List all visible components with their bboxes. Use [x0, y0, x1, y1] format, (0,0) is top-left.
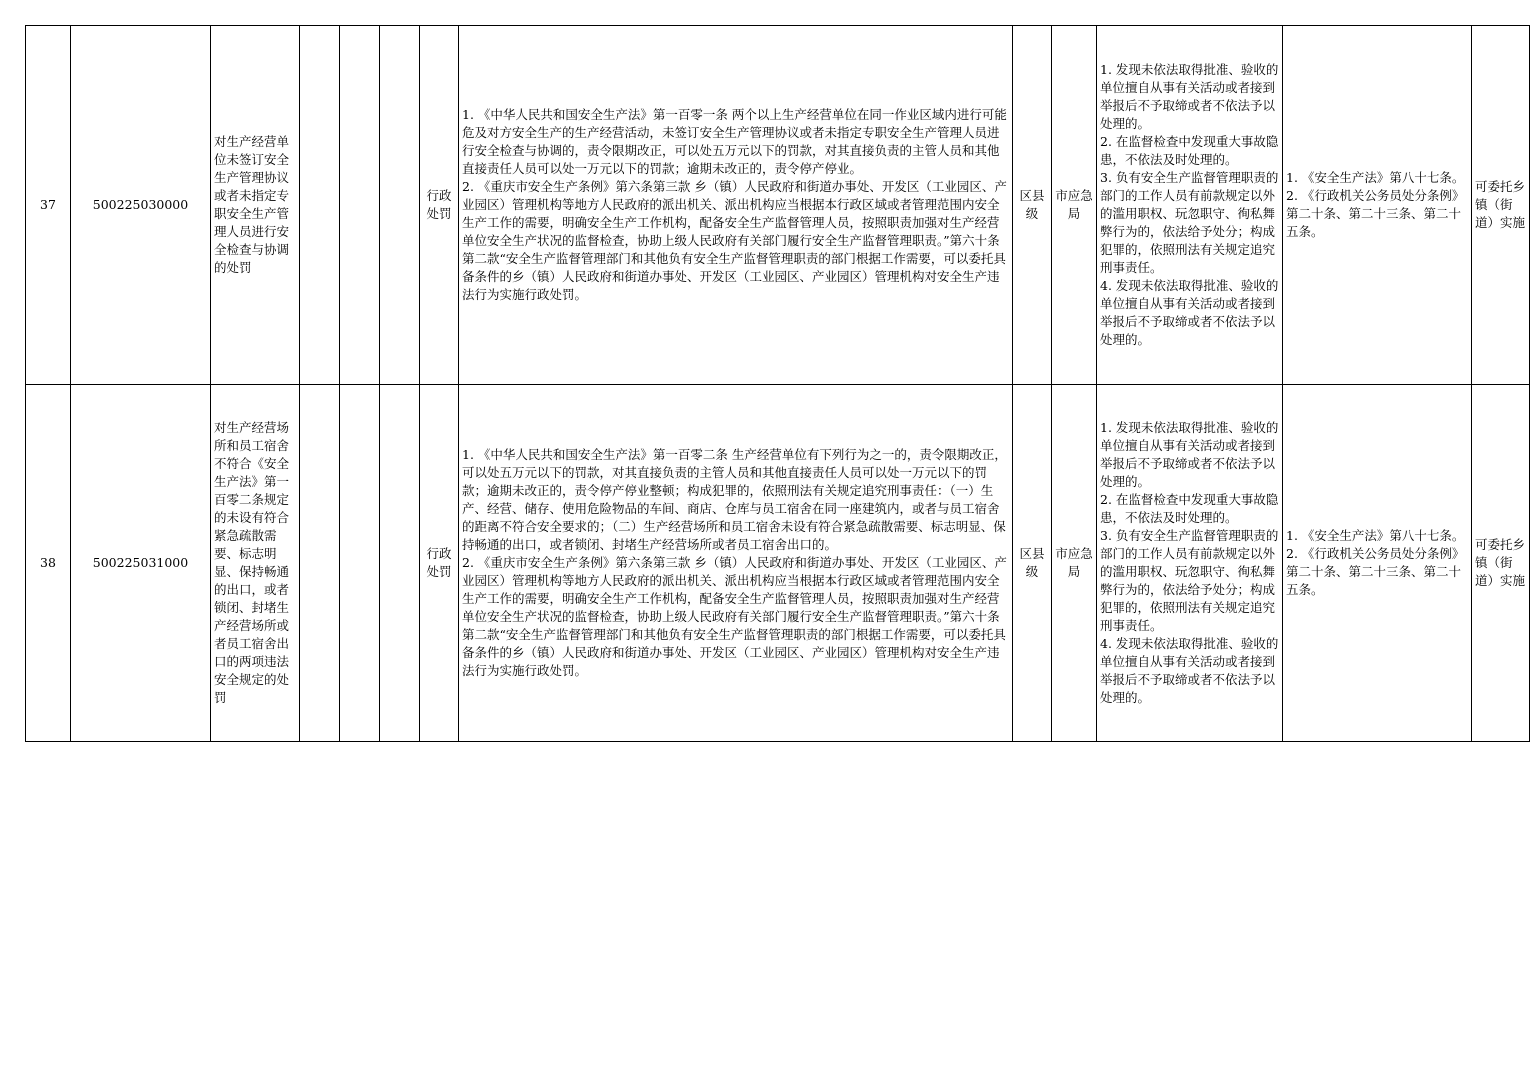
accountability-basis-item: 2. 《行政机关公务员处分条例》第二十条、第二十三条、第二十五条。 — [1286, 546, 1465, 597]
item-name: 对生产经营单位未签订安全生产管理协议或者未指定专职安全生产管理人员进行安全检查与协调的处罚 — [211, 26, 300, 385]
accountability-item: 2. 在监督检查中发现重大事故隐患，不依法及时处理的。 — [1100, 134, 1279, 167]
accountability-item: 1. 发现未依法取得批准、验收的单位擅自从事有关活动或者接到举报后不予取缔或者不依法予以处理的。 — [1100, 420, 1279, 489]
empty-cell — [340, 385, 380, 742]
accountability-item: 3. 负有安全生产监督管理职责的部门的工作人员有前款规定以外的滥用职权、玩忽职守、徇私舞弊行为的，依法给予处分；构成犯罪的，依照刑法有关规定追究刑事责任。 — [1100, 170, 1279, 275]
remarks: 可委托乡镇（街道）实施 — [1472, 385, 1530, 742]
exercise-level: 区县级 — [1013, 26, 1052, 385]
empty-cell — [380, 26, 420, 385]
accountability-cases — [1097, 385, 1283, 742]
item-type: 行政处罚 — [420, 26, 459, 385]
row-index: 38 — [26, 385, 71, 742]
item-code: 500225031000 — [71, 385, 211, 742]
power-list-table — [25, 25, 1530, 742]
empty-cell — [300, 26, 340, 385]
item-type: 行政处罚 — [420, 385, 459, 742]
legal-basis — [459, 385, 1013, 742]
empty-cell — [380, 385, 420, 742]
empty-cell — [300, 385, 340, 742]
table-row — [26, 26, 1530, 385]
legal-basis-paragraph: 2. 《重庆市安全生产条例》第六条第三款 乡（镇）人民政府和街道办事处、开发区（工业园区、产业园区）管理机构等地方人民政府的派出机关、派出机构应当根据本行政区域或者管理范围内安全生产工作的需要，明确安全生产工作机构，配备安全生产监督管理人员，按照职责加强对生产经营单位安全生产状况的监督检查，协助上级人民政府有关部门履行安全生产监督管理职责。”第六十条第二款“安全生产监督管理部门和其他负有安全生产监督管理职责的部门根据工作需要，可以委托具备条件的乡（镇）人民政府和街道办事处、开发区（工业园区、产业园区）管理机构对安全生产违法行为实施行政处罚。 — [462, 179, 1007, 302]
legal-basis-paragraph: 2. 《重庆市安全生产条例》第六条第三款 乡（镇）人民政府和街道办事处、开发区（工业园区、产业园区）管理机构等地方人民政府的派出机关、派出机构应当根据本行政区域或者管理范围内安全生产工作的需要，明确安全生产工作机构，配备安全生产监督管理人员，按照职责加强对生产经营单位安全生产状况的监督检查，协助上级人民政府有关部门履行安全生产监督管理职责。”第六十条第二款“安全生产监督管理部门和其他负有安全生产监督管理职责的部门根据工作需要，可以委托具备条件的乡（镇）人民政府和街道办事处、开发区（工业园区、产业园区）管理机构对安全生产违法行为实施行政处罚。 — [462, 555, 1007, 678]
accountability-item: 4. 发现未依法取得批准、验收的单位擅自从事有关活动或者接到举报后不予取缔或者不依法予以处理的。 — [1100, 636, 1279, 705]
table-row — [26, 385, 1530, 742]
responsible-department: 市应急局 — [1052, 26, 1097, 385]
accountability-basis-item: 1. 《安全生产法》第八十七条。 — [1286, 528, 1465, 543]
legal-basis — [459, 26, 1013, 385]
accountability-item: 3. 负有安全生产监督管理职责的部门的工作人员有前款规定以外的滥用职权、玩忽职守、徇私舞弊行为的，依法给予处分；构成犯罪的，依照刑法有关规定追究刑事责任。 — [1100, 528, 1279, 633]
legal-basis-paragraph: 1. 《中华人民共和国安全生产法》第一百零二条 生产经营单位有下列行为之一的，责令限期改正，可以处五万元以下的罚款，对其直接负责的主管人员和其他直接责任人员可以处一万元以下的罚款；逾期未改正的，责令停产停业整顿；构成犯罪的，依照刑法有关规定追究刑事责任：（一）生产、经营、储存、使用危险物品的车间、商店、仓库与员工宿舍在同一座建筑内，或者与员工宿舍的距离不符合安全要求的；（二）生产经营场所和员工宿舍未设有符合紧急疏散需要、标志明显、保持畅通的出口，或者锁闭、封堵生产经营场所或者员工宿舍出口的。 — [462, 447, 1007, 552]
item-name: 对生产经营场所和员工宿舍不符合《安全生产法》第一百零二条规定的未设有符合紧急疏散需要、标志明显、保持畅通的出口，或者锁闭、封堵生产经营场所或者员工宿舍出口的两项违法安全规定的处罚 — [211, 385, 300, 742]
accountability-basis — [1283, 26, 1472, 385]
row-index: 37 — [26, 26, 71, 385]
accountability-basis-item: 1. 《安全生产法》第八十七条。 — [1286, 170, 1465, 185]
accountability-basis-item: 2. 《行政机关公务员处分条例》第二十条、第二十三条、第二十五条。 — [1286, 188, 1465, 239]
remarks: 可委托乡镇（街道）实施 — [1472, 26, 1530, 385]
accountability-item: 2. 在监督检查中发现重大事故隐患，不依法及时处理的。 — [1100, 492, 1279, 525]
empty-cell — [340, 26, 380, 385]
responsible-department: 市应急局 — [1052, 385, 1097, 742]
exercise-level: 区县级 — [1013, 385, 1052, 742]
legal-basis-paragraph: 1. 《中华人民共和国安全生产法》第一百零一条 两个以上生产经营单位在同一作业区域内进行可能危及对方安全生产的生产经营活动，未签订安全生产管理协议或者未指定专职安全生产管理人员进行安全检查与协调的，责令限期改正，可以处五万元以下的罚款，对其直接负责的主管人员和其他直接责任人员可以处一万元以下的罚款；逾期未改正的，责令停产停业。 — [462, 107, 1007, 176]
accountability-basis — [1283, 385, 1472, 742]
accountability-item: 1. 发现未依法取得批准、验收的单位擅自从事有关活动或者接到举报后不予取缔或者不依法予以处理的。 — [1100, 62, 1279, 131]
accountability-cases — [1097, 26, 1283, 385]
item-code: 500225030000 — [71, 26, 211, 385]
accountability-item: 4. 发现未依法取得批准、验收的单位擅自从事有关活动或者接到举报后不予取缔或者不依法予以处理的。 — [1100, 278, 1279, 347]
